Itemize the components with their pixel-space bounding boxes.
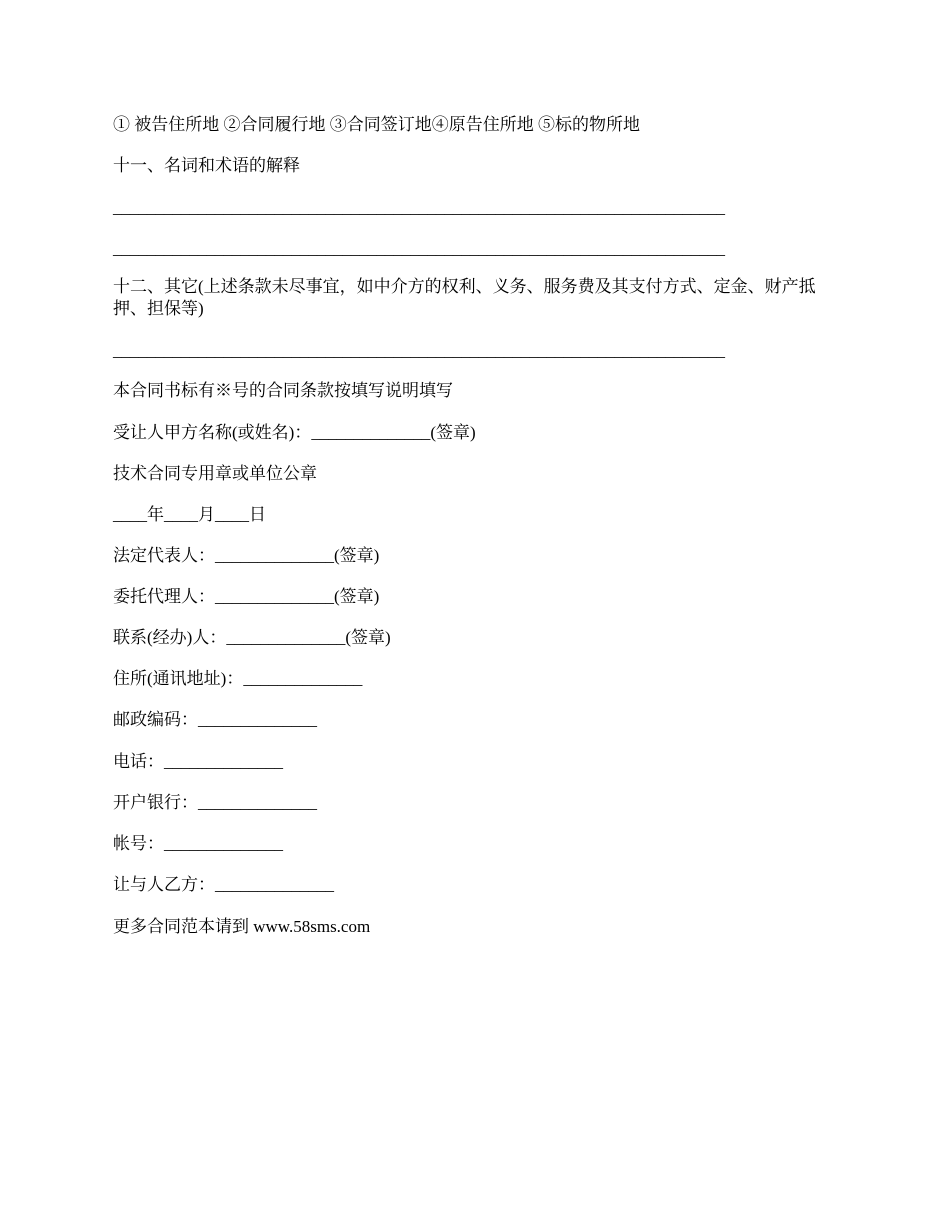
- section-12-text: 十二、其它(上述条款未尽事宜，如中介方的权利、义务、服务费及其支付方式、定金、财产抵押、担保等): [113, 277, 816, 318]
- section-11-blank-line-1: ________________________________________________________________________: [113, 198, 725, 217]
- footer-link-text: 更多合同范本请到 www.58sms.com: [113, 917, 371, 936]
- authorized-agent-field: 委托代理人：______________(签章): [113, 587, 380, 606]
- contact-person-field: 联系(经办)人：______________(签章): [113, 628, 391, 647]
- party-a-name-field: 受让人甲方名称(或姓名)：______________(签章): [113, 423, 476, 442]
- fill-in-note: 本合同书标有※号的合同条款按填写说明填写: [113, 381, 453, 400]
- bank-field: 开户银行：______________: [113, 793, 317, 812]
- address-field: 住所(通讯地址)：______________: [113, 669, 363, 688]
- postcode-field: 邮政编码：______________: [113, 710, 317, 729]
- date-line: ____年____月____日: [113, 505, 266, 524]
- section-11-blank-line-2: ________________________________________________________________________: [113, 239, 725, 258]
- phone-field: 电话：______________: [113, 752, 283, 771]
- account-field: 帐号：______________: [113, 834, 283, 853]
- venue-options: ① 被告住所地 ②合同履行地 ③合同签订地④原告住所地 ⑤标的物所地: [113, 115, 640, 134]
- party-b-field: 让与人乙方：______________: [113, 875, 334, 894]
- section-11-title: 十一、名词和术语的解释: [113, 156, 300, 175]
- legal-representative-field: 法定代表人：______________(签章): [113, 546, 380, 565]
- seal-note: 技术合同专用章或单位公章: [113, 464, 317, 483]
- section-12-blank-line: ________________________________________________________________________: [113, 341, 725, 360]
